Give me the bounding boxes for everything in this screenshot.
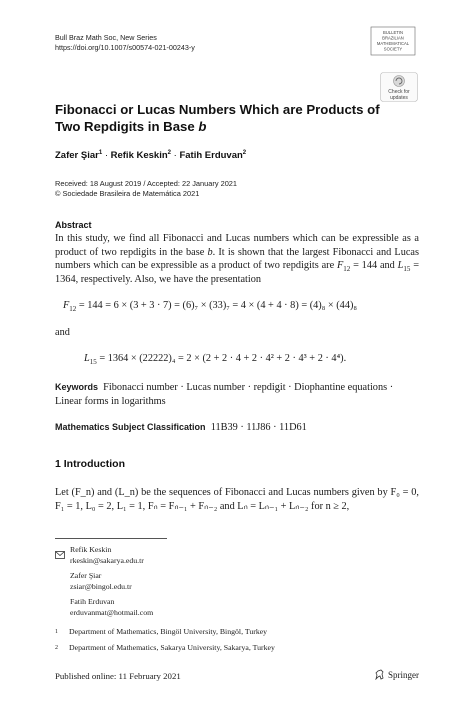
logo-line-2: BRAZILIAN	[382, 35, 404, 41]
published-date: Published online: 11 February 2021	[55, 671, 181, 681]
logo-line-1: BULLETIN	[382, 30, 404, 35]
copyright: © Sociedade Brasileira de Matemática 2021	[55, 189, 200, 198]
section-heading-introduction: 1 Introduction	[55, 458, 125, 470]
intro-paragraph: Let (F_n) and (L_n) be the sequences of Fibonacci and Lucas numbers given by F₀ = 0, F₁ = 1, L₀ = 2, L₁ = 1, Fₙ = Fₙ₋₁ + Fₙ₋₂ and Lₙ = Lₙ₋₁ + Lₙ₋₂ for n ≥ 2,	[55, 487, 419, 512]
check-for-updates-badge[interactable]	[380, 72, 418, 102]
journal-logo	[370, 26, 416, 56]
abstract-l15: = 1364, respectively. Also, we have the presentation	[55, 260, 419, 285]
abstract-text: In this study, we find all Fibonacci and Lucas numbers which can be expressible as a product of two repdigits in the base b. It is shown that the largest Fibonacci and Lucas numbers which can be expressible as a product of two repdigits are $F_{12} = 144$ and $L_{15} = 1364$, respectively. Also, we have the presentation	[55, 233, 419, 285]
contact-email[interactable]: zsiar@bingol.edu.tr	[70, 581, 132, 591]
title-text: Fibonacci or Lucas Numbers Which are Products of Two Repdigits in Base	[55, 102, 380, 134]
logo-line-3: MATHEMATICAL	[376, 41, 410, 46]
footnote-divider	[55, 538, 167, 539]
equation-l15: $L_{15} = 1364 \times (22222)_4 = 2 \times (2 + 2 \cdot 4 + 2 \cdot 4^2 + 2 \cdot 4^3 + 2 \cdot 4^4)$.	[84, 353, 347, 367]
author-name[interactable]: Zafer Şiar	[55, 150, 99, 161]
logo-line-4: SOCIETY	[383, 46, 403, 52]
received-accepted: Received: 18 August 2019 / Accepted: 22 January 2021	[55, 179, 238, 188]
affiliation-text: Department of Mathematics, Bingöl University, Bingöl, Turkey	[69, 627, 268, 636]
doi-link[interactable]: https://doi.org/10.1007/s00574-021-00243-y	[55, 43, 195, 52]
contact-list	[70, 545, 370, 619]
keywords-list: Fibonacci number · Lucas number · repdigit · Diophantine equations · Linear forms in logarithms	[55, 382, 394, 407]
article-title	[55, 101, 395, 135]
author-affiliation-mark: 1	[98, 149, 103, 156]
keywords	[55, 381, 419, 408]
contact-name: Refik Keskin	[70, 545, 112, 554]
abstract-base-var: b	[207, 246, 213, 258]
publisher-name: Springer	[388, 669, 419, 680]
contact-email[interactable]: rkeskin@sakarya.edu.tr	[70, 555, 144, 565]
author-name[interactable]: Fatih Erduvan	[179, 150, 243, 161]
author-affiliation-mark: 2	[167, 149, 171, 156]
author-list: Zafer Şiar$^1$ · Refik Keskin$^2$ · Fatih Erduvan$^2$	[55, 149, 247, 161]
journal-header	[55, 33, 195, 53]
msc	[55, 422, 307, 433]
contact-name: Fatih Erduvan	[70, 597, 115, 607]
refresh-icon	[380, 72, 418, 102]
springer-horse-icon	[374, 669, 385, 680]
affiliation-number: 1	[55, 629, 58, 635]
title-variable: b	[198, 119, 207, 134]
affiliation-number: 2	[55, 645, 58, 651]
abstract-f12: = 144 and	[350, 260, 398, 272]
keywords-label: Keywords	[55, 382, 99, 392]
msc-codes: 11B39 · 11J86 · 11D61	[210, 422, 307, 433]
article-dates	[55, 179, 237, 199]
author-affiliation-mark: 2	[242, 149, 247, 156]
affiliation-text: Department of Mathematics, Sakarya University, Sakarya, Turkey	[69, 643, 275, 652]
and-text: and	[55, 327, 70, 338]
affiliation-1	[55, 627, 415, 637]
contact-name: Zafer Şiar	[70, 571, 102, 581]
badge-line-2: updates	[390, 95, 408, 101]
affiliation-2	[55, 643, 415, 653]
abstract-sentence-2: . It is shown that the largest Fibonacci and Lucas numbers which can be expressible as a product of two repdigits are	[55, 246, 419, 272]
journal-name: Bull Braz Math Soc, New Series	[55, 33, 157, 42]
equation-l15-body: = 1364 × (22222)₄ = 2 × (2 + 2 · 4 + 2 · 4² + 2 · 4³ + 2 · 4⁴).	[99, 353, 347, 364]
badge-line-1: Check for	[388, 89, 410, 95]
abstract-sentence-1: In this study, we find all Fibonacci and Lucas numbers which can be expressible as a product of two repdigits in the base	[55, 233, 419, 258]
contact-email[interactable]: erduvanmat@hotmail.com	[70, 607, 154, 617]
equation-f12: $F_{12} = 144 = 6 \times (3 + 3 \cdot 7) = (6)_7 \times (33)_7 = 4 \times (4 + 4 \cdot 8) = (4)_8 \times (44)_8$	[63, 300, 357, 314]
envelope-icon	[55, 546, 65, 564]
abstract-heading: Abstract	[55, 220, 92, 230]
equation-f12-body: = 144 = 6 × (3 + 3 · 7) = (6)₇ × (33)₇ = 4 × (4 + 4 · 8) = (4)₈ × (44)₈	[78, 300, 357, 311]
msc-label: Mathematics Subject Classification	[55, 422, 206, 432]
author-name[interactable]: Refik Keskin	[110, 150, 168, 161]
publisher-logo	[374, 669, 419, 680]
